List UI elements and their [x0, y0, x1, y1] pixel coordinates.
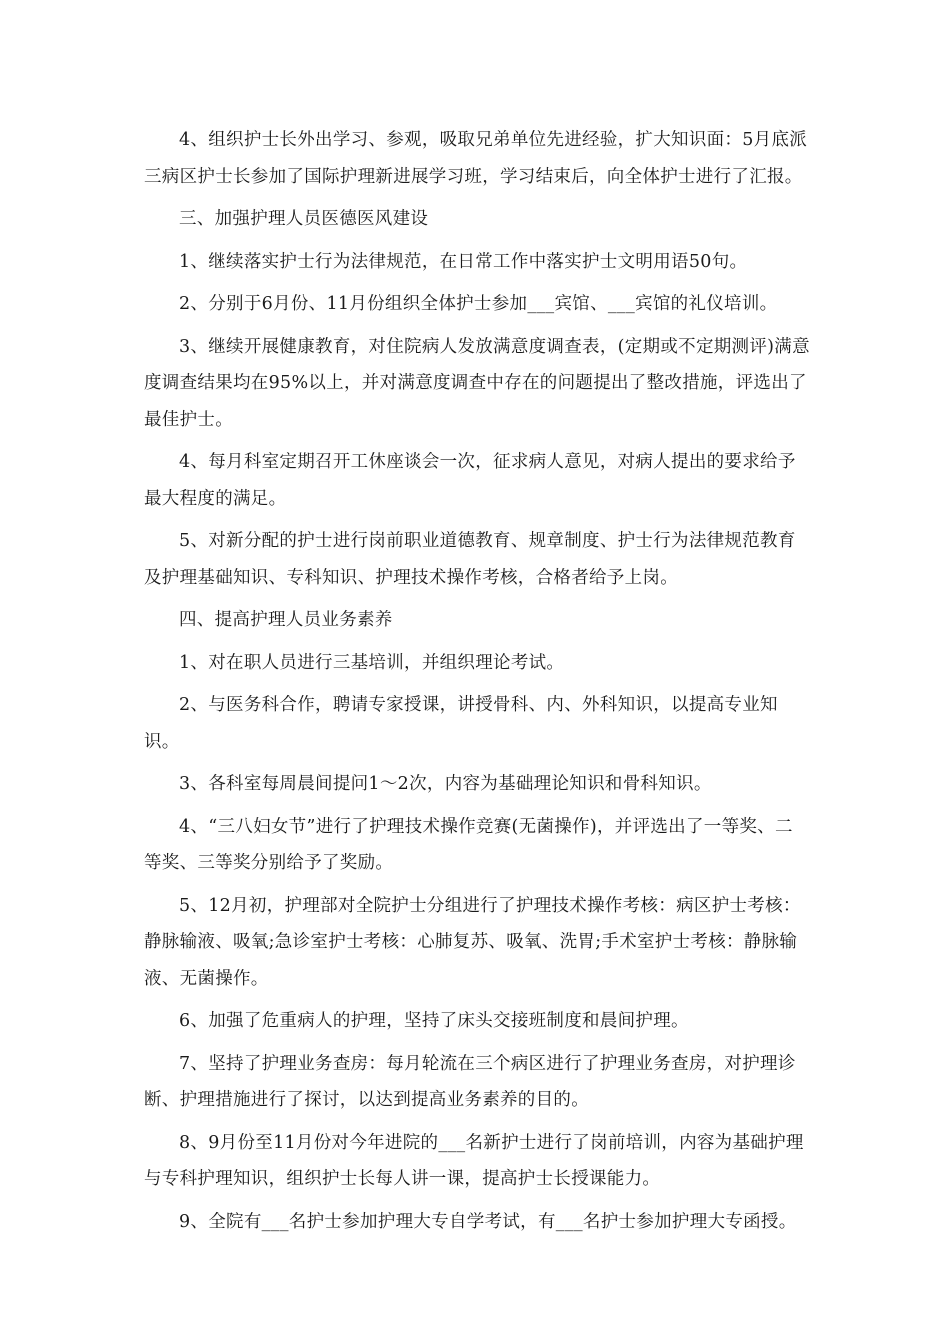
paragraph-skills-item-6: 6、加强了危重病人的护理，坚持了床头交接班制度和晨间护理。: [179, 1011, 689, 1031]
paragraph-skills-item-3: 3、各科室每周晨间提问1～2次，内容为基础理论知识和骨科知识。: [179, 774, 712, 794]
paragraph-skills-item-7: 7、坚持了护理业务查房：每月轮流在三个病区进行了护理业务查房，对护理诊断、护理措施进行了探讨，以达到提高业务素养的目的。: [144, 1053, 796, 1110]
paragraph-ethics-item-5: 5、对新分配的护士进行岗前职业道德教育、规章制度、护士行为法律规范教育及护理基础知识、专科知识、护理技术操作考核，合格者给予上岗。: [144, 531, 796, 588]
paragraph-skills-item-9: 9、全院有___名护士参加护理大专自学考试，有___名护士参加护理大专函授。: [179, 1211, 797, 1232]
paragraph-skills-item-8: 8、9月份至11月份对今年进院的___名新护士进行了岗前培训，内容为基础护理与专科护理知识，组织护士长每人讲一课，提高护士长授课能力。: [144, 1132, 804, 1189]
paragraph-ethics-item-4: 4、每月科室定期召开工休座谈会一次，征求病人意见，对病人提出的要求给予最大程度的满足。: [144, 452, 796, 509]
paragraph-ethics-item-2: 2、分别于6月份、11月份组织全体护士参加___宾馆、___宾馆的礼仪培训。: [179, 294, 778, 314]
paragraph-skills-item-5: 5、12月初，护理部对全院护士分组进行了护理技术操作考核：病区护士考核：静脉输液、吸氧;急诊室护士考核：心肺复苏、吸氧、洗胃;手术室护士考核：静脉输液、无菌操作。: [144, 895, 801, 989]
paragraph-ethics-item-3: 3、继续开展健康教育，对住院病人发放满意度调查表，(定期或不定期测评)满意度调查结果均在95%以上，并对满意度调查中存在的问题提出了整改措施，评选出了最佳护士。: [144, 336, 810, 430]
paragraph-skills-item-4: 4、“三八妇女节”进行了护理技术操作竞赛(无菌操作)，并评选出了一等奖、二等奖、三等奖分别给予了奖励。: [144, 816, 793, 873]
paragraph-skills-item-2: 2、与医务科合作，聘请专家授课，讲授骨科、内、外科知识，以提高专业知识。: [144, 695, 778, 752]
section-heading-ethics: 三、加强护理人员医德医风建设: [179, 209, 429, 229]
section-heading-skills: 四、提高护理人员业务素养: [179, 610, 393, 630]
document-body: [144, 122, 810, 1246]
paragraph-ethics-item-1: 1、继续落实护士行为法律规范，在日常工作中落实护士文明用语50句。: [179, 251, 748, 272]
paragraph-training-item-4: 4、组织护士长外出学习、参观，吸取兄弟单位先进经验，扩大知识面：5月底派三病区护士长参加了国际护理新进展学习班，学习结束后，向全体护士进行了汇报。: [144, 130, 808, 187]
paragraph-skills-item-1: 1、对在职人员进行三基培训，并组织理论考试。: [179, 652, 565, 673]
